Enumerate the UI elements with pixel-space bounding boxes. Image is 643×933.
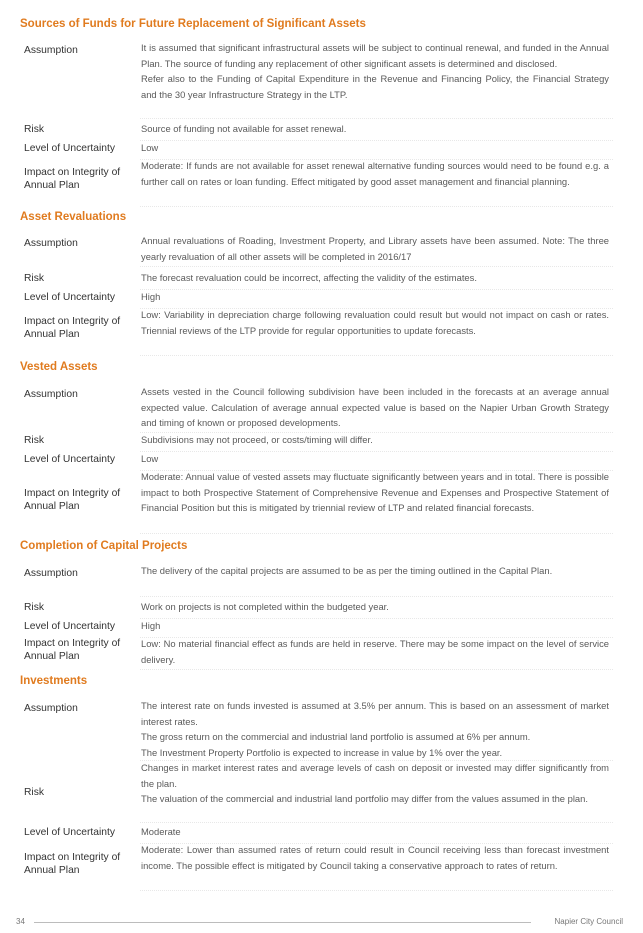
row-label: Impact on Integrity of Annual Plan xyxy=(24,638,121,662)
table-row xyxy=(0,842,643,890)
row-value: Moderate: Lower than assumed rates of return could result in Council receiving less than forecast investment income. The possible effect is mitigated by Council taking a conservative approach to rates of return. xyxy=(141,844,609,871)
section-title: Vested Assets xyxy=(20,361,98,373)
row-label: Assumption xyxy=(24,568,78,579)
value-paragraph: The gross return on the commercial and industrial land portfolio is assumed at 6% per annum. xyxy=(141,731,531,742)
row-value xyxy=(141,760,609,807)
row-value: Low xyxy=(141,453,159,464)
row-value: Low: Variability in depreciation charge following revaluation could result but would not impact on cash or rates. Triennial reviews of the LTP provide for regular opportunities to update forecasts. xyxy=(141,309,609,336)
row-value: High xyxy=(141,620,161,631)
row-value: High xyxy=(141,291,161,302)
row-label: Impact on Integrity of Annual Plan xyxy=(24,852,121,876)
row-label: Risk xyxy=(24,787,45,798)
row-value: Low xyxy=(141,142,159,153)
row-label: Impact on Integrity of Annual Plan xyxy=(24,488,121,512)
table-row xyxy=(0,40,643,118)
table-row xyxy=(0,233,643,266)
value-paragraph: Changes in market interest rates and average levels of cash on deposit or invested may differ significantly from the plan. xyxy=(141,762,609,789)
row-value: Moderate: If funds are not available for asset renewal alternative funding sources would need to be found e.g. a further call on rates or loan funding. Effect mitigated by good asset management and financial planning. xyxy=(141,160,609,187)
row-label: Risk xyxy=(24,435,45,446)
row-label: Level of Uncertainty xyxy=(24,143,116,154)
table-row xyxy=(0,451,643,470)
row-label: Level of Uncertainty xyxy=(24,621,116,632)
row-value: The forecast revaluation could be incorrect, affecting the validity of the estimates. xyxy=(141,272,477,283)
row-value: Moderate xyxy=(141,826,181,837)
table-row xyxy=(0,636,643,669)
table-row xyxy=(0,824,643,843)
value-paragraph: The Investment Property Portfolio is expected to increase in value by 1% over the year. xyxy=(141,746,503,758)
row-value: Work on projects is not completed within the budgeted year. xyxy=(141,601,389,612)
table-row xyxy=(0,121,643,140)
section-title: Sources of Funds for Future Replacement of Significant Assets xyxy=(20,18,366,30)
row-value xyxy=(141,40,609,102)
table-row xyxy=(0,618,643,637)
row-label: Risk xyxy=(24,273,45,284)
value-paragraph: The interest rate on funds invested is assumed at 3.5% per annum. This is based on an assessment of market interest rates. xyxy=(141,700,609,727)
row-label: Level of Uncertainty xyxy=(24,292,116,303)
row-label: Level of Uncertainty xyxy=(24,454,116,465)
row-value: Low: No material financial effect as funds are held in reserve. There may be some impact on the level of service delivery. xyxy=(141,638,609,665)
row-label: Risk xyxy=(24,124,45,135)
table-row xyxy=(0,140,643,159)
value-paragraph: Refer also to the Funding of Capital Expenditure in the Revenue and Financing Policy, the Financial Strategy and the 30 year Infrastructure Strategy in the LTP. xyxy=(141,73,609,100)
table-row xyxy=(0,469,643,533)
row-value: Moderate: Annual value of vested assets may fluctuate significantly between years and in total. There is possible impact to both Prospective Statement of Comprehensive Revenue and Expenses and Prospective Statement of Financial Position but this is mitigated by triennial review of LTP and related financial forecasts. xyxy=(141,471,609,513)
row-value: The delivery of the capital projects are assumed to be as per the timing outlined in the Capital Plan. xyxy=(141,565,553,576)
row-label: Impact on Integrity of Annual Plan xyxy=(24,316,121,340)
row-value: Subdivisions may not proceed, or costs/timing will differ. xyxy=(141,434,373,445)
table-row xyxy=(0,698,643,760)
table-row xyxy=(0,270,643,289)
value-paragraph: It is assumed that significant infrastructural assets will be subject to continual renewal, and funded in the Annual Plan. The source of funding any replacement of other significant assets is determined and disclosed. xyxy=(141,42,609,69)
table-row xyxy=(0,432,643,451)
table-row xyxy=(0,307,643,355)
row-label: Impact on Integrity of Annual Plan xyxy=(24,167,121,191)
footer-divider xyxy=(34,922,531,923)
value-paragraph: The valuation of the commercial and industrial land portfolio may differ from the values assumed in the plan. xyxy=(141,793,588,804)
row-value: Annual revaluations of Roading, Investment Property, and Library assets have been assumed. Note: The three yearly revaluation of all other assets will be completed in 2016/17 xyxy=(141,235,609,262)
row-label: Risk xyxy=(24,602,45,613)
page-number: 34 xyxy=(16,917,25,926)
row-value: Source of funding not available for asset renewal. xyxy=(141,123,347,134)
table-row xyxy=(0,158,643,206)
section-title: Investments xyxy=(20,675,88,687)
table-row xyxy=(0,289,643,308)
section-title: Asset Revaluations xyxy=(20,211,127,223)
row-value: Assets vested in the Council following subdivision have been included in the forecasts at an average annual expected value. Calculation of average annual expected value is based on the Napier Urban Growth Strategy and timing of known or proposed developments. xyxy=(141,386,609,428)
table-row xyxy=(0,599,643,618)
section-title: Completion of Capital Projects xyxy=(20,540,188,552)
row-label: Assumption xyxy=(24,389,78,400)
footer-organisation: Napier City Council xyxy=(554,917,623,926)
table-row xyxy=(0,384,643,432)
row-value xyxy=(141,698,609,760)
table-row xyxy=(0,563,643,596)
table-row xyxy=(0,760,643,822)
row-label: Assumption xyxy=(24,238,78,249)
row-label: Assumption xyxy=(24,703,78,714)
row-label: Level of Uncertainty xyxy=(24,827,116,838)
row-label: Assumption xyxy=(24,45,78,56)
